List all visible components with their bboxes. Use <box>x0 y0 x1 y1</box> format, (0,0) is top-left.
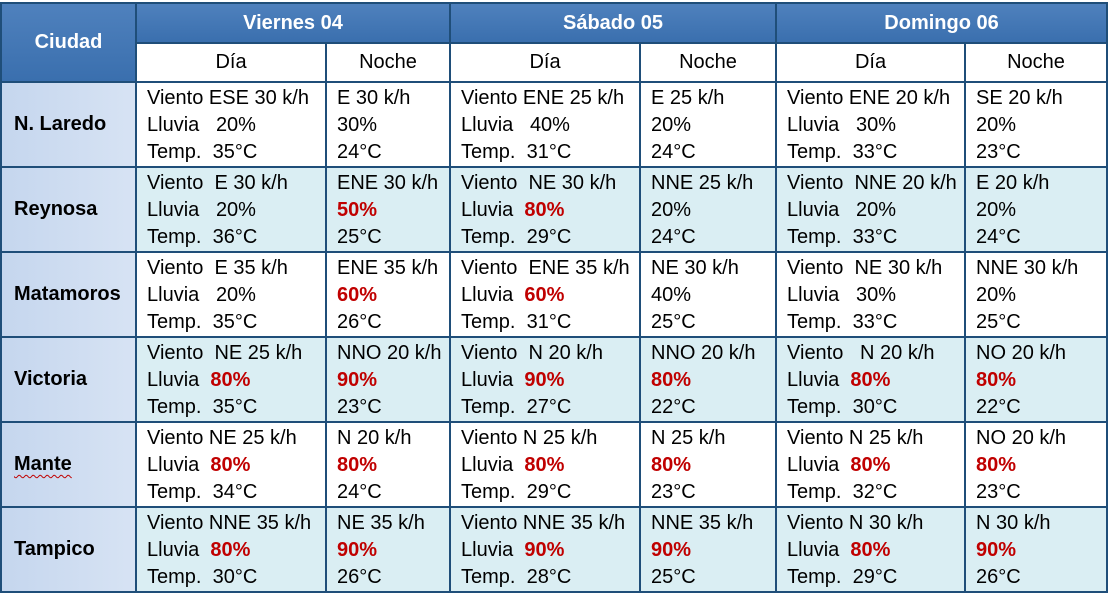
rain-line <box>976 452 1106 479</box>
table-row <box>1 252 1107 337</box>
rain-value: 60% <box>524 284 565 306</box>
temp-value: 24°C <box>651 141 696 163</box>
rain-value: 20% <box>651 114 692 136</box>
wind-text: Viento N 25 k/h <box>787 427 924 449</box>
rain-label: Lluvia <box>787 454 840 476</box>
temp-line <box>976 479 1106 506</box>
forecast-cell-night <box>326 507 450 592</box>
city-name: Tampico <box>14 538 95 560</box>
table-row <box>1 167 1107 252</box>
temp-line <box>337 139 449 166</box>
rain-line <box>787 537 964 564</box>
rain-value: 30% <box>337 114 378 136</box>
forecast-cell-night <box>965 252 1107 337</box>
wind-text: Viento ENE 35 k/h <box>461 257 630 279</box>
temp-label: Temp. <box>461 311 516 333</box>
period-header-night: Noche <box>640 43 776 82</box>
rain-line <box>976 112 1106 139</box>
rain-value: 80% <box>850 539 891 561</box>
temp-line <box>651 394 775 421</box>
temp-value: 22°C <box>976 396 1021 418</box>
rain-value: 80% <box>524 454 565 476</box>
rain-line <box>651 367 775 394</box>
temp-value: 31°C <box>526 311 572 333</box>
rain-label: Lluvia <box>787 539 840 561</box>
rain-value: 20% <box>976 199 1017 221</box>
temp-line <box>651 224 775 251</box>
rain-label: Lluvia <box>147 199 200 221</box>
wind-text: Viento ENE 20 k/h <box>787 87 951 109</box>
temp-line <box>976 139 1106 166</box>
temp-label: Temp. <box>787 141 842 163</box>
forecast-cell-day <box>450 422 640 507</box>
temp-value: 23°C <box>976 481 1021 503</box>
temp-value: 23°C <box>976 141 1021 163</box>
temp-line <box>337 394 449 421</box>
temp-value: 29°C <box>852 566 898 588</box>
city-name-cell <box>1 507 136 592</box>
rain-line <box>461 197 639 224</box>
temp-line <box>976 394 1106 421</box>
temp-value: 33°C <box>852 311 898 333</box>
city-name: Victoria <box>14 368 87 390</box>
temp-label: Temp. <box>461 566 516 588</box>
rain-value: 80% <box>976 369 1017 391</box>
forecast-cell-night <box>326 82 450 167</box>
temp-value: 35°C <box>212 396 258 418</box>
header-row-days <box>1 3 1107 43</box>
wind-text: NE 30 k/h <box>651 257 739 279</box>
rain-value: 90% <box>337 369 378 391</box>
rain-value: 40% <box>529 114 570 136</box>
temp-value: 33°C <box>852 226 898 248</box>
temp-label: Temp. <box>787 396 842 418</box>
temp-label: Temp. <box>147 481 202 503</box>
rain-value: 20% <box>855 199 896 221</box>
forecast-cell-night <box>326 422 450 507</box>
wind-text: E 30 k/h <box>337 87 411 109</box>
temp-line <box>461 224 639 251</box>
forecast-cell-day <box>450 337 640 422</box>
temp-line <box>337 479 449 506</box>
rain-line <box>337 452 449 479</box>
rain-line <box>147 367 325 394</box>
temp-line <box>147 309 325 336</box>
rain-value: 40% <box>651 284 692 306</box>
wind-text: ENE 30 k/h <box>337 172 439 194</box>
rain-line <box>787 112 964 139</box>
forecast-cell-night <box>640 337 776 422</box>
rain-label: Lluvia <box>461 284 514 306</box>
rain-value: 80% <box>524 199 565 221</box>
forecast-table <box>0 2 1108 593</box>
temp-line <box>147 479 325 506</box>
temp-value: 27°C <box>526 396 572 418</box>
temp-line <box>651 564 775 591</box>
forecast-cell-day <box>776 507 965 592</box>
period-header-day: Día <box>776 43 965 82</box>
rain-label: Lluvia <box>147 369 200 391</box>
rain-line <box>651 537 775 564</box>
rain-value: 80% <box>210 539 251 561</box>
temp-value: 26°C <box>337 311 382 333</box>
day-header-saturday: Sábado 05 <box>450 3 776 43</box>
forecast-cell-day <box>776 337 965 422</box>
temp-value: 24°C <box>337 481 382 503</box>
temp-line <box>147 139 325 166</box>
rain-value: 30% <box>855 114 896 136</box>
rain-line <box>337 197 449 224</box>
temp-line <box>976 224 1106 251</box>
wind-text: ENE 35 k/h <box>337 257 439 279</box>
wind-text: NO 20 k/h <box>976 427 1067 449</box>
rain-label: Lluvia <box>461 199 514 221</box>
table-row <box>1 507 1107 592</box>
rain-line <box>461 367 639 394</box>
wind-text: E 20 k/h <box>976 172 1050 194</box>
forecast-cell-day <box>450 252 640 337</box>
temp-label: Temp. <box>787 481 842 503</box>
rain-value: 80% <box>210 454 251 476</box>
forecast-cell-day <box>776 82 965 167</box>
wind-text: Viento NE 25 k/h <box>147 427 297 449</box>
forecast-cell-day <box>136 82 326 167</box>
rain-line <box>461 112 639 139</box>
temp-value: 36°C <box>212 226 258 248</box>
rain-line <box>651 282 775 309</box>
wind-text: Viento ENE 25 k/h <box>461 87 625 109</box>
temp-label: Temp. <box>147 226 202 248</box>
city-name-cell <box>1 422 136 507</box>
temp-label: Temp. <box>787 311 842 333</box>
temp-line <box>787 139 964 166</box>
city-name-cell <box>1 167 136 252</box>
temp-label: Temp. <box>147 141 202 163</box>
wind-text: NO 20 k/h <box>976 342 1067 364</box>
rain-value: 80% <box>337 454 378 476</box>
temp-line <box>976 309 1106 336</box>
city-name: Matamoros <box>14 283 121 305</box>
temp-line <box>461 309 639 336</box>
wind-text: E 25 k/h <box>651 87 725 109</box>
forecast-table-body <box>1 82 1107 592</box>
rain-line <box>787 452 964 479</box>
temp-value: 25°C <box>976 311 1021 333</box>
wind-text: Viento E 30 k/h <box>147 172 288 194</box>
city-name: Mante <box>14 453 72 475</box>
wind-text: SE 20 k/h <box>976 87 1063 109</box>
rain-line <box>787 282 964 309</box>
temp-line <box>787 564 964 591</box>
temp-value: 32°C <box>852 481 898 503</box>
rain-line <box>976 282 1106 309</box>
temp-value: 34°C <box>212 481 258 503</box>
wind-text: Viento NE 30 k/h <box>461 172 617 194</box>
forecast-cell-day <box>136 337 326 422</box>
forecast-cell-day <box>136 252 326 337</box>
city-name-cell <box>1 82 136 167</box>
wind-text: N 25 k/h <box>651 427 726 449</box>
rain-value: 30% <box>855 284 896 306</box>
rain-line <box>651 452 775 479</box>
temp-value: 24°C <box>651 226 696 248</box>
rain-line <box>147 452 325 479</box>
wind-text: Viento NE 25 k/h <box>147 342 303 364</box>
wind-text: Viento NNE 35 k/h <box>147 512 312 534</box>
rain-label: Lluvia <box>461 539 514 561</box>
rain-value: 50% <box>337 199 378 221</box>
rain-label: Lluvia <box>461 114 514 136</box>
rain-line <box>976 367 1106 394</box>
rain-value: 90% <box>651 539 692 561</box>
temp-line <box>461 479 639 506</box>
temp-line <box>651 309 775 336</box>
forecast-cell-night <box>326 337 450 422</box>
period-header-night: Noche <box>965 43 1107 82</box>
wind-text: Viento N 30 k/h <box>787 512 924 534</box>
rain-value: 20% <box>215 199 256 221</box>
rain-value: 20% <box>215 114 256 136</box>
temp-value: 22°C <box>651 396 696 418</box>
city-name-cell <box>1 252 136 337</box>
city-name: Reynosa <box>14 198 98 220</box>
temp-label: Temp. <box>461 226 516 248</box>
rain-label: Lluvia <box>787 284 840 306</box>
temp-line <box>976 564 1106 591</box>
rain-label: Lluvia <box>787 199 840 221</box>
forecast-cell-day <box>776 252 965 337</box>
rain-line <box>337 367 449 394</box>
temp-line <box>337 564 449 591</box>
temp-label: Temp. <box>461 141 516 163</box>
rain-value: 20% <box>651 199 692 221</box>
temp-value: 26°C <box>976 566 1021 588</box>
rain-value: 90% <box>337 539 378 561</box>
rain-line <box>337 112 449 139</box>
period-header-night: Noche <box>326 43 450 82</box>
period-header-day: Día <box>136 43 326 82</box>
rain-value: 80% <box>651 369 692 391</box>
rain-label: Lluvia <box>461 369 514 391</box>
temp-value: 23°C <box>337 396 382 418</box>
forecast-cell-night <box>640 167 776 252</box>
temp-line <box>337 309 449 336</box>
rain-value: 20% <box>976 284 1017 306</box>
temp-value: 25°C <box>651 566 696 588</box>
rain-label: Lluvia <box>147 114 200 136</box>
forecast-cell-day <box>136 167 326 252</box>
temp-line <box>787 224 964 251</box>
rain-label: Lluvia <box>787 369 840 391</box>
wind-text: Viento NNE 35 k/h <box>461 512 626 534</box>
wind-text: N 30 k/h <box>976 512 1051 534</box>
wind-text: Viento N 20 k/h <box>461 342 603 364</box>
rain-line <box>147 112 325 139</box>
wind-text: NNE 25 k/h <box>651 172 754 194</box>
wind-text: NE 35 k/h <box>337 512 425 534</box>
temp-value: 23°C <box>651 481 696 503</box>
wind-text: Viento N 25 k/h <box>461 427 598 449</box>
rain-value: 60% <box>337 284 378 306</box>
temp-label: Temp. <box>147 396 202 418</box>
forecast-cell-day <box>776 167 965 252</box>
temp-line <box>147 224 325 251</box>
table-row <box>1 422 1107 507</box>
forecast-cell-day <box>450 167 640 252</box>
temp-line <box>787 394 964 421</box>
temp-line <box>147 394 325 421</box>
temp-value: 24°C <box>337 141 382 163</box>
rain-value: 90% <box>524 369 565 391</box>
rain-line <box>651 112 775 139</box>
wind-text: Viento NE 30 k/h <box>787 257 943 279</box>
temp-label: Temp. <box>147 311 202 333</box>
day-header-friday: Viernes 04 <box>136 3 450 43</box>
rain-value: 90% <box>976 539 1017 561</box>
rain-label: Lluvia <box>147 284 200 306</box>
forecast-cell-day <box>450 507 640 592</box>
temp-line <box>461 394 639 421</box>
rain-line <box>147 197 325 224</box>
rain-label: Lluvia <box>787 114 840 136</box>
temp-value: 30°C <box>212 566 258 588</box>
temp-label: Temp. <box>147 566 202 588</box>
temp-label: Temp. <box>787 566 842 588</box>
temp-line <box>651 479 775 506</box>
temp-line <box>787 309 964 336</box>
temp-value: 25°C <box>337 226 382 248</box>
forecast-cell-day <box>776 422 965 507</box>
forecast-cell-night <box>326 252 450 337</box>
temp-value: 35°C <box>212 311 258 333</box>
rain-line <box>787 197 964 224</box>
wind-text: Viento N 20 k/h <box>787 342 935 364</box>
rain-value: 80% <box>850 454 891 476</box>
rain-line <box>787 367 964 394</box>
temp-value: 29°C <box>526 226 572 248</box>
city-name: N. Laredo <box>14 113 107 135</box>
wind-text: N 20 k/h <box>337 427 412 449</box>
temp-label: Temp. <box>787 226 842 248</box>
table-row <box>1 82 1107 167</box>
forecast-cell-day <box>450 82 640 167</box>
day-header-sunday: Domingo 06 <box>776 3 1107 43</box>
rain-value: 80% <box>210 369 251 391</box>
rain-line <box>976 537 1106 564</box>
header-row-periods <box>1 43 1107 82</box>
rain-value: 20% <box>215 284 256 306</box>
forecast-cell-night <box>640 252 776 337</box>
temp-line <box>147 564 325 591</box>
forecast-cell-night <box>965 507 1107 592</box>
temp-value: 24°C <box>976 226 1021 248</box>
rain-value: 20% <box>976 114 1017 136</box>
rain-line <box>147 537 325 564</box>
temp-value: 26°C <box>337 566 382 588</box>
rain-value: 80% <box>651 454 692 476</box>
wind-text: Viento NNE 20 k/h <box>787 172 957 194</box>
temp-value: 31°C <box>526 141 572 163</box>
rain-line <box>461 452 639 479</box>
rain-line <box>651 197 775 224</box>
table-row <box>1 337 1107 422</box>
wind-text: NNO 20 k/h <box>337 342 442 364</box>
temp-value: 29°C <box>526 481 572 503</box>
rain-line <box>461 282 639 309</box>
forecast-cell-night <box>965 337 1107 422</box>
city-column-header: Ciudad <box>1 3 136 82</box>
rain-value: 90% <box>524 539 565 561</box>
wind-text: NNE 35 k/h <box>651 512 754 534</box>
wind-text: Viento ESE 30 k/h <box>147 87 309 109</box>
rain-line <box>337 282 449 309</box>
rain-line <box>976 197 1106 224</box>
temp-value: 28°C <box>526 566 572 588</box>
rain-value: 80% <box>976 454 1017 476</box>
rain-value: 80% <box>850 369 891 391</box>
temp-line <box>651 139 775 166</box>
wind-text: NNO 20 k/h <box>651 342 756 364</box>
forecast-cell-night <box>965 422 1107 507</box>
rain-label: Lluvia <box>147 454 200 476</box>
period-header-day: Día <box>450 43 640 82</box>
forecast-table-container <box>0 2 1108 599</box>
forecast-cell-night <box>640 507 776 592</box>
rain-line <box>337 537 449 564</box>
rain-line <box>461 537 639 564</box>
forecast-cell-day <box>136 422 326 507</box>
rain-line <box>147 282 325 309</box>
forecast-cell-night <box>640 422 776 507</box>
temp-label: Temp. <box>461 396 516 418</box>
rain-label: Lluvia <box>147 539 200 561</box>
forecast-cell-night <box>640 82 776 167</box>
temp-value: 30°C <box>852 396 898 418</box>
temp-value: 33°C <box>852 141 898 163</box>
forecast-cell-day <box>136 507 326 592</box>
temp-value: 35°C <box>212 141 258 163</box>
temp-line <box>337 224 449 251</box>
temp-label: Temp. <box>461 481 516 503</box>
wind-text: Viento E 35 k/h <box>147 257 288 279</box>
city-name-cell <box>1 337 136 422</box>
forecast-cell-night <box>965 167 1107 252</box>
forecast-cell-night <box>965 82 1107 167</box>
temp-line <box>461 139 639 166</box>
forecast-cell-night <box>326 167 450 252</box>
temp-line <box>461 564 639 591</box>
temp-value: 25°C <box>651 311 696 333</box>
temp-line <box>787 479 964 506</box>
rain-label: Lluvia <box>461 454 514 476</box>
wind-text: NNE 30 k/h <box>976 257 1079 279</box>
